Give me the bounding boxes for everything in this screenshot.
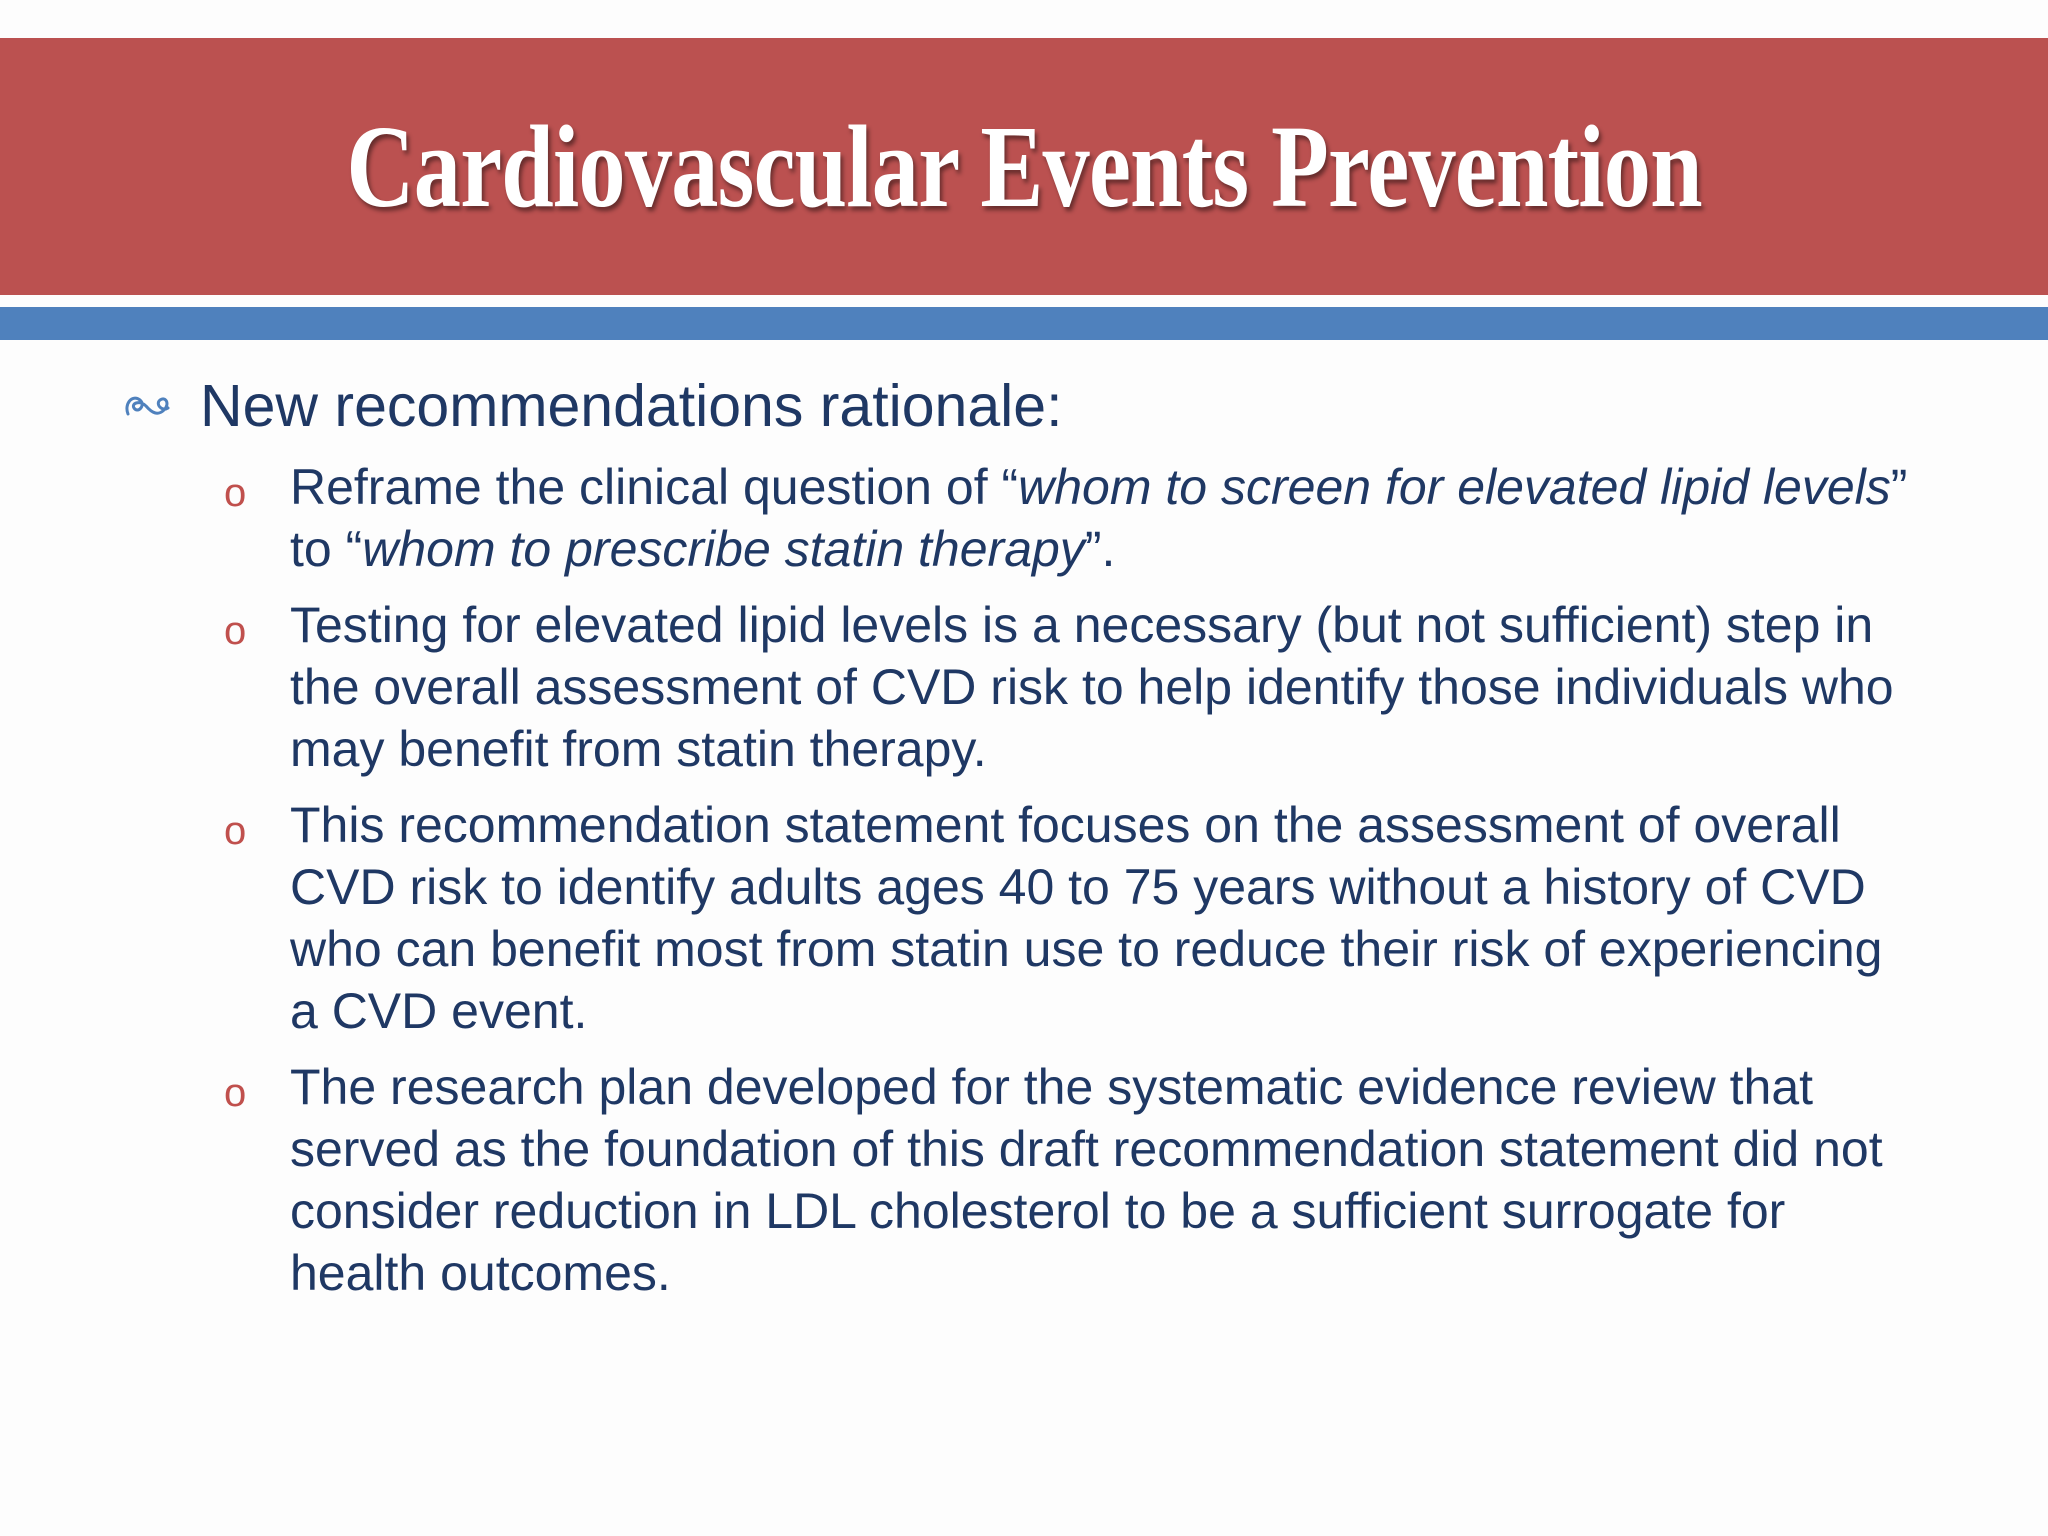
sub-bullet-item bbox=[220, 794, 1920, 1042]
item-text: This recommendation statement focuses on the assessment of overall CVD risk to identify adults ages 40 to 75 years without a history of CVD who can benefit most from statin use to reduce their risk of experiencing a CVD event. bbox=[290, 797, 1883, 1039]
accent-bar bbox=[0, 307, 2048, 340]
circle-bullet-icon: o bbox=[224, 1071, 247, 1115]
item-text-part: Reframe the clinical question of “ bbox=[290, 459, 1019, 515]
item-text-italic: whom to prescribe statin therapy bbox=[362, 521, 1085, 577]
title-band bbox=[0, 38, 2048, 295]
scroll-ornament-icon bbox=[122, 386, 174, 426]
slide-content bbox=[0, 360, 2048, 1360]
sub-bullet-item bbox=[220, 594, 1920, 780]
sub-bullet-item bbox=[220, 456, 1920, 580]
sub-bullet-item bbox=[220, 1056, 1920, 1304]
circle-bullet-icon: o bbox=[224, 809, 247, 853]
item-text-italic: whom to screen for elevated lipid levels bbox=[1018, 459, 1891, 515]
main-bullet bbox=[122, 374, 1062, 439]
item-text: The research plan developed for the systematic evidence review that served as the foundation of this draft recommendation statement did not consider reduction in LDL cholesterol to be a sufficient surrogate for health outcomes. bbox=[290, 1059, 1883, 1301]
main-bullet-text: New recommendations rationale: bbox=[200, 373, 1063, 439]
slide-title: Cardiovascular Events Prevention bbox=[346, 100, 1702, 232]
circle-bullet-icon: o bbox=[224, 609, 247, 653]
sub-bullet-list bbox=[220, 456, 1920, 1318]
item-text: Testing for elevated lipid levels is a necessary (but not sufficient) step in the overall assessment of CVD risk to help identify those individuals who may benefit from statin therapy. bbox=[290, 597, 1894, 777]
item-text-part: ” to “ bbox=[290, 459, 1908, 577]
circle-bullet-icon: o bbox=[224, 471, 247, 515]
item-text-part: ”. bbox=[1084, 521, 1116, 577]
